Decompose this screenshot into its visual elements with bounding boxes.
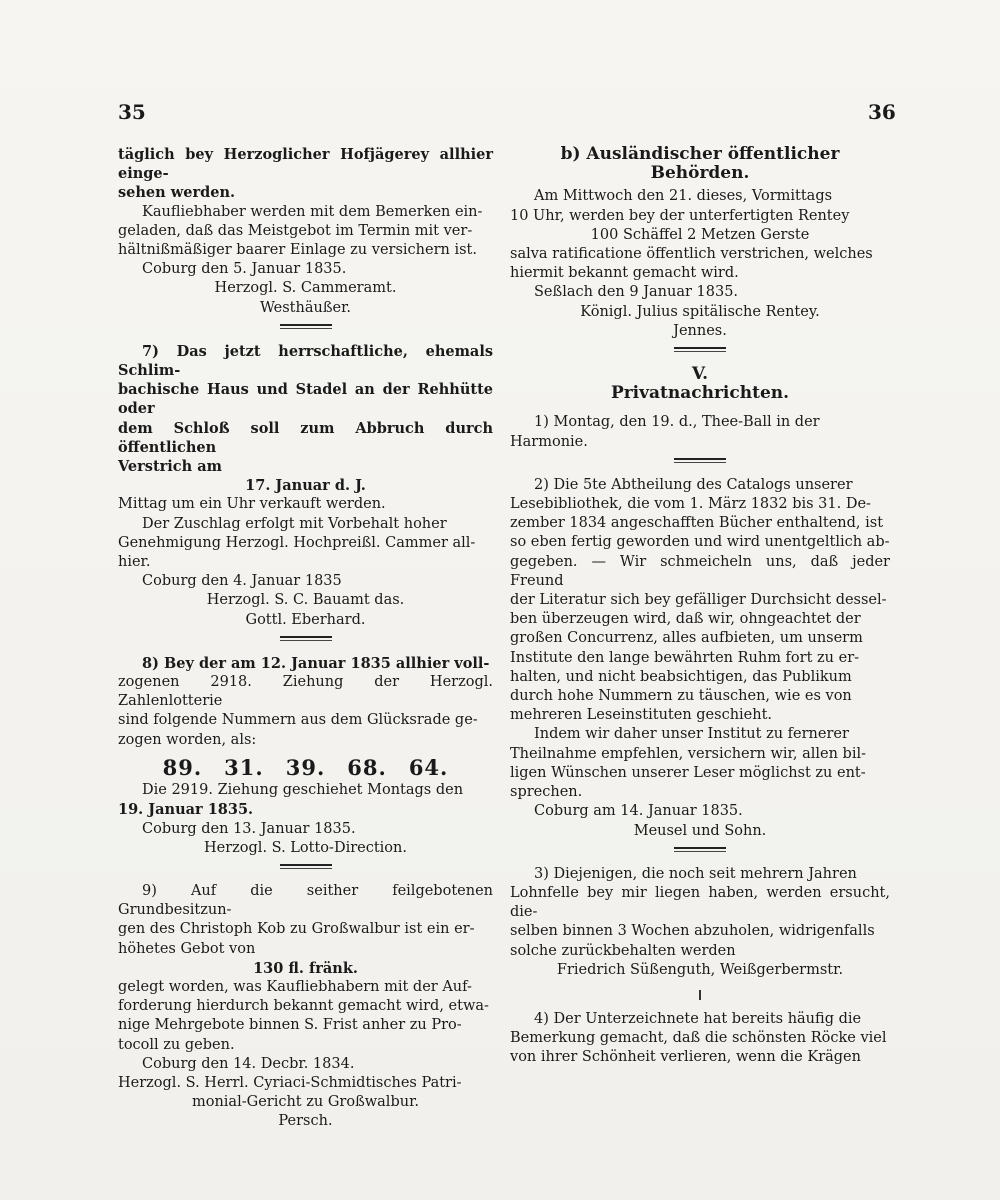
notice-1 (510, 413, 890, 459)
section-divider (280, 324, 332, 326)
text-line: Kaufliebhaber werden mit dem Bemerken ein- (142, 203, 483, 220)
text-line: der Literatur sich bey gefälliger Durchsicht dessel- (510, 592, 887, 609)
text-line: so eben fertig geworden und wird unentgeltlich ab- (510, 534, 890, 551)
text-line: von ihrer Schönheit verlieren, wenn die Krägen (510, 1049, 861, 1066)
lottery-numbers (118, 754, 493, 780)
text-line: Institute den lange bewährten Ruhm fort zu er- (510, 649, 860, 666)
name-signature: Persch. (278, 1113, 333, 1130)
text-line: Bemerkung gemacht, daß die schönsten Röcke viel (510, 1030, 887, 1047)
place-date: Coburg den 14. Decbr. 1834. (142, 1055, 355, 1072)
place-date: Coburg am 14. Januar 1835. (534, 803, 743, 820)
office-signature: Herzogl. S. Herrl. Cyriaci-Schmidtisches Patri- (118, 1074, 462, 1091)
office-signature: Herzogl. S. C. Bauamt das. (206, 592, 405, 609)
text-line: hier. (118, 554, 151, 571)
name-signature: Westhäußer. (259, 299, 352, 316)
name-signature: Gottl. Eberhard. (245, 611, 366, 628)
notice-8 (118, 654, 493, 866)
text-line: Theilnahme empfehlen, versichern wir, allen bil- (510, 745, 867, 762)
text-line: 4) Der Unterzeichnete hat bereits häufig die (534, 1010, 862, 1027)
text-line: salva ratificatione öffentlich verstrichen, welches (510, 246, 873, 263)
text-line: dem Schloß soll zum Abbruch durch öffentlichen (118, 419, 493, 456)
text-line: Lohnfelle bey mir liegen haben, werden ersucht, die- (510, 884, 890, 921)
right-column (510, 145, 890, 1068)
text-line: nige Mehrgebote binnen S. Frist anher zu Pro- (118, 1017, 462, 1034)
text-line: Der Zuschlag erfolgt mit Vorbehalt hoher (142, 515, 447, 532)
text-line: forderung hierdurch bekannt gemacht wird, etwa- (118, 998, 489, 1015)
text-line: hältnißmäßiger baarer Einlage zu versichern ist. (118, 242, 477, 259)
text-line: 10 Uhr, werden bey der unterfertigten Rentey (510, 207, 850, 224)
text-line: hiermit bekannt gemacht wird. (510, 265, 739, 282)
text-line: 19. Januar 1835. (118, 801, 254, 819)
section-divider (674, 458, 726, 460)
text-line: sprechen. (510, 784, 583, 801)
text-line: Mittag um ein Uhr verkauft werden. (118, 496, 386, 513)
text-line: Verstrich am (118, 458, 222, 476)
notice-7 (118, 342, 493, 638)
text-line: 7) Das jetzt herrschaftliche, ehemals Schlim- (118, 342, 493, 380)
text-line: höhetes Gebot von (118, 940, 256, 957)
page-number-left: 35 (118, 100, 146, 124)
text-line: tocoll zu geben. (118, 1036, 235, 1053)
text-line: 8) Bey der am 12. Januar 1835 allhier voll- (142, 654, 490, 672)
notice-9 (118, 882, 493, 1132)
name-signature: Friedrich Süßenguth, Weißgerbermstr. (556, 961, 844, 978)
left-column (118, 145, 493, 1132)
text-line: sehen werden. (118, 184, 236, 202)
text-line: 3) Diejenigen, die noch seit mehrern Jahren (534, 865, 857, 882)
section-divider (699, 990, 701, 1000)
text-line: selben binnen 3 Wochen abzuholen, widrigenfalls (510, 923, 875, 940)
place-date: Coburg den 4. Januar 1835 (142, 573, 342, 590)
section-divider (280, 864, 332, 866)
text-line: 1) Montag, den 19. d., Thee-Ball in der (534, 414, 820, 431)
section-divider (674, 847, 726, 849)
text-line: gegeben. — Wir schmeicheln uns, daß jeder Freund (510, 553, 890, 589)
text-line: gelegt worden, was Kaufliebhabern mit der Auf- (118, 978, 472, 995)
text-line: bachische Haus und Stadel an der Rehhütte oder (118, 381, 493, 418)
lottery-number: 64. (408, 754, 449, 780)
name-signature: Jennes. (673, 322, 727, 339)
place-date: Coburg den 13. Januar 1835. (142, 820, 356, 837)
place-date: Coburg den 5. Januar 1835. (142, 261, 347, 278)
text-line: zogen worden, als: (118, 731, 257, 748)
office-signature: Herzogl. S. Lotto-Direction. (204, 839, 407, 856)
office-signature: monial-Gericht zu Großwalbur. (191, 1094, 420, 1111)
notice-2 (510, 476, 890, 849)
text-line: halten, und nicht beabsichtigen, das Publikum (510, 668, 852, 685)
lottery-number: 89. (162, 754, 203, 780)
section-heading: Privatnachrichten. (610, 383, 790, 404)
text-line: 9) Auf die seither feilgebotenen Grundbesitzun- (118, 882, 493, 919)
notice-4 (510, 1010, 890, 1068)
text-line: Die 2919. Ziehung geschiehet Montags den (142, 782, 464, 799)
section-divider (674, 347, 726, 349)
text-line: großen Concurrenz, alles aufbieten, um unserm (510, 630, 863, 647)
text-line: solche zurückbehalten werden (510, 942, 736, 959)
notice-3 (510, 865, 890, 1000)
text-line: ligen Wünschen unserer Leser möglichst zu ent- (510, 764, 866, 781)
text-line: gen des Christoph Kob zu Großwalbur ist ein er- (118, 921, 475, 938)
text-line: täglich bey Herzoglicher Hofjägerey allhier einge- (118, 146, 493, 183)
name-signature: Meusel und Sohn. (633, 822, 767, 839)
text-line: geladen, daß das Meistgebot im Termin mit ver- (118, 222, 473, 239)
text-line: mehreren Leseinstituten geschieht. (510, 707, 773, 724)
page-number-right: 36 (868, 100, 896, 124)
text-line: durch hohe Nummern zu täuschen, wie es von (510, 688, 852, 705)
lottery-number: 39. (285, 754, 326, 780)
bid-amount: 130 fl. fränk. (253, 959, 358, 977)
text-line: zogenen 2918. Ziehung der Herzogl. Zahlenlotterie (118, 674, 493, 710)
section-numeral: V. (691, 364, 709, 385)
goods-line: 100 Schäffel 2 Metzen Gerste (590, 226, 810, 243)
text-line: Indem wir daher unser Institut zu fernerer (534, 726, 849, 743)
text-line: Genehmigung Herzogl. Hochpreißl. Cammer all- (118, 534, 476, 551)
auction-date: 17. Januar d. J. (245, 477, 366, 495)
text-line: Lesebibliothek, die vom 1. März 1832 bis 31. De- (510, 496, 871, 513)
lottery-number: 31. (224, 754, 264, 780)
lottery-number: 68. (347, 754, 387, 780)
text-line: 2) Die 5te Abtheilung des Catalogs unserer (534, 476, 853, 493)
text-line: sind folgende Nummern aus dem Glücksrade ge- (118, 712, 478, 729)
place-date: Seßlach den 9 Januar 1835. (534, 284, 739, 301)
text-line: Am Mittwoch den 21. dieses, Vormittags (534, 188, 833, 205)
office-signature: Königl. Julius spitälische Rentey. (580, 303, 820, 320)
text-line: Harmonie. (510, 433, 588, 450)
section-divider (280, 636, 332, 638)
text-line: zember 1834 angeschafften Bücher enthaltend, ist (510, 515, 884, 532)
office-signature: Herzogl. S. Cammeramt. (214, 280, 397, 297)
section-heading: b) Ausländischer öffentlicher Behörden. (560, 144, 840, 184)
text-line: ben überzeugen wird, daß wir, ohngeachtet der (510, 611, 861, 628)
